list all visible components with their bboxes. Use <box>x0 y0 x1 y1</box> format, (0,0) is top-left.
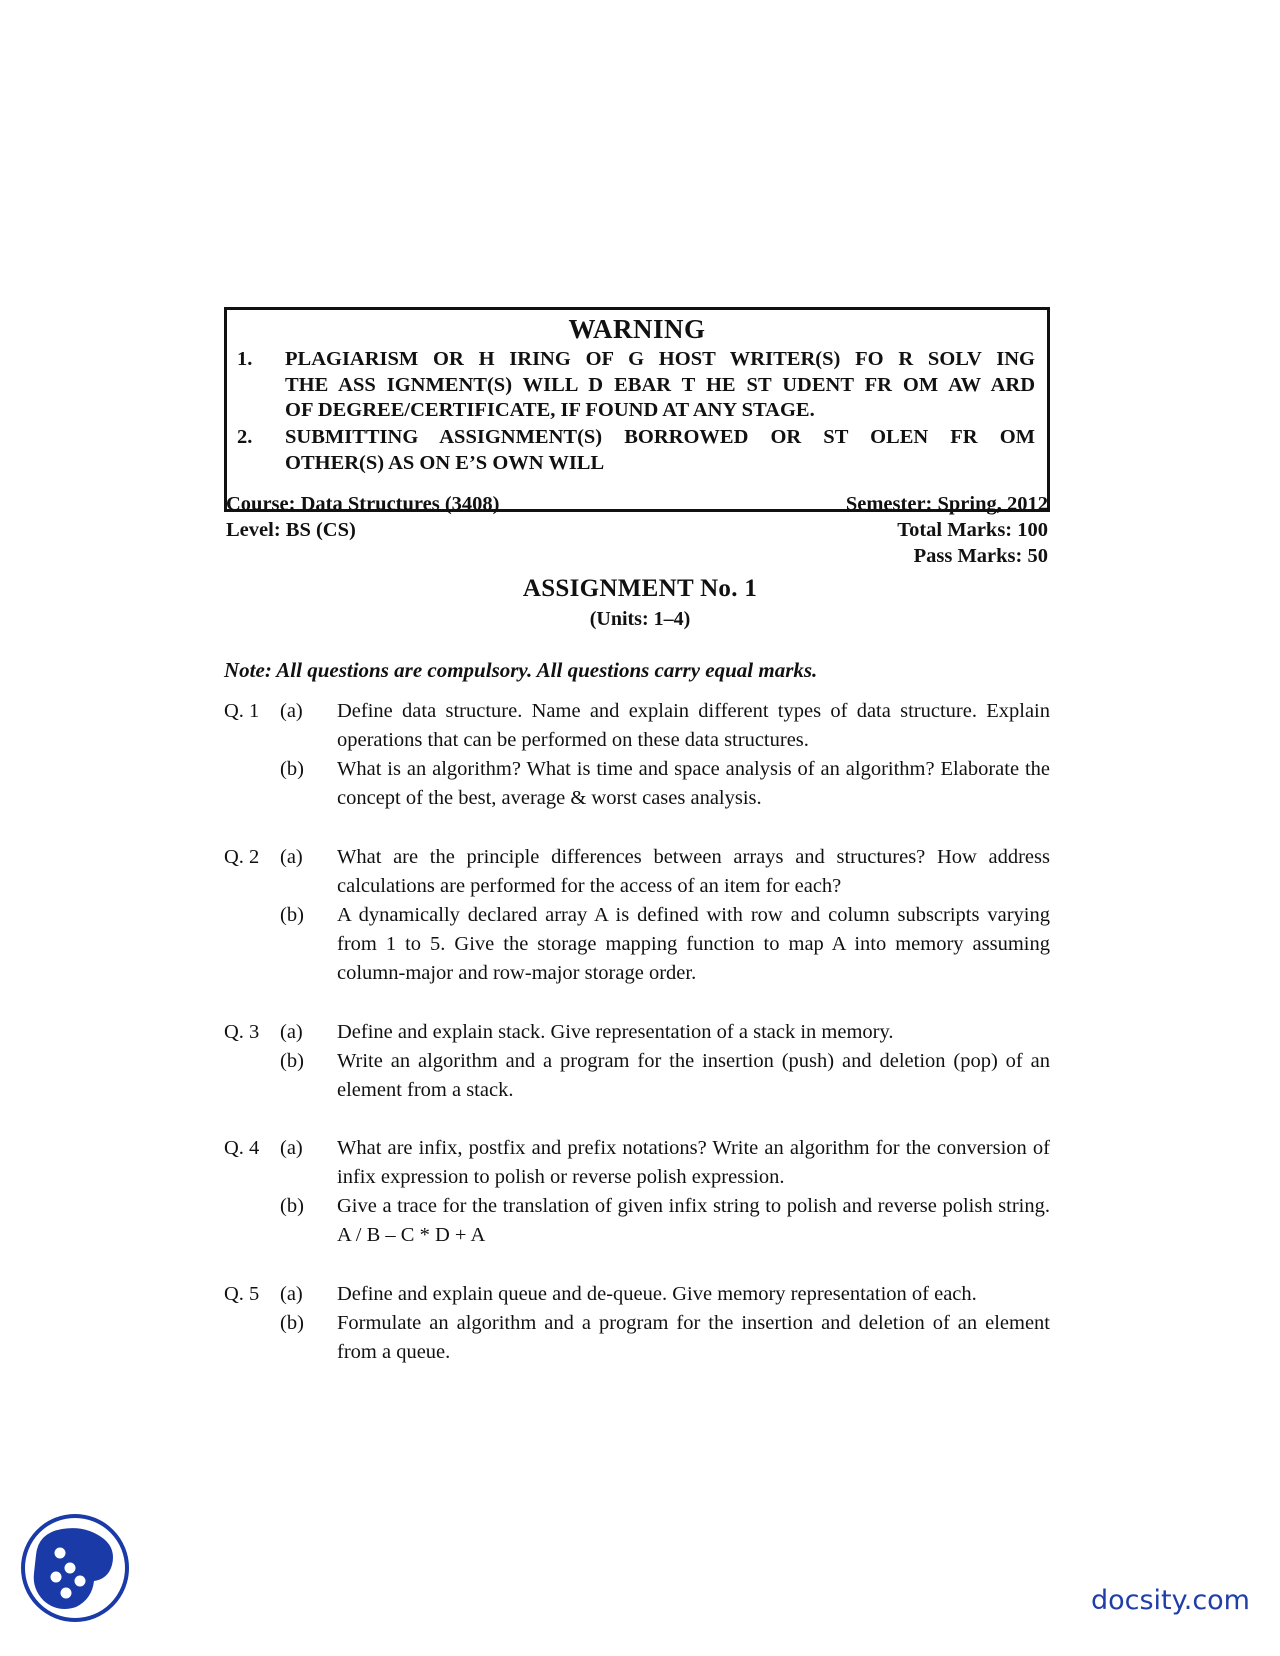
level-label: Level: BS (CS) <box>226 519 356 541</box>
note: Note: All questions are compulsory. All questions carry equal marks. <box>224 658 818 682</box>
question-number: Q. 1 <box>224 700 260 722</box>
part-label: (b) <box>280 1312 304 1334</box>
question-3 <box>224 1018 1050 1105</box>
part-label: (b) <box>280 904 304 926</box>
warning-line: SUBMITTING ASSIGNMENT(S) BORROWED OR ST OLEN FR OM <box>285 426 1035 448</box>
docsity-logo-icon[interactable] <box>20 1513 130 1623</box>
part-text: Define and explain queue and de-queue. Give memory representation of each. <box>337 1283 977 1305</box>
question-part <box>224 1280 1050 1309</box>
question-number: Q. 2 <box>224 846 260 868</box>
part-text: What are infix, postfix and prefix notations? Write an algorithm for the conversion of infix expression to polish or reverse polish expression. <box>337 1137 1050 1188</box>
question-number: Q. 3 <box>224 1021 260 1043</box>
warning-line: OF DEGREE/CERTIFICATE, IF FOUND AT ANY STAGE. <box>285 399 815 421</box>
question-part <box>224 1192 1050 1250</box>
question-part <box>224 1309 1050 1367</box>
course-label: Course: Data Structures (3408) <box>226 493 500 515</box>
part-text: What are the principle differences between arrays and structures? How address calculations are performed for the access of an item for each? <box>337 846 1050 897</box>
part-text: A dynamically declared array A is defined with row and column subscripts varying from 1 to 5. Give the storage mapping function to map A into memory assuming column-major and row-major storage order. <box>337 904 1050 984</box>
part-label: (a) <box>280 700 303 722</box>
warning-box <box>224 307 1050 512</box>
warning-item-number: 1. <box>237 348 253 370</box>
question-part <box>224 755 1050 813</box>
question-part <box>224 1134 1050 1192</box>
warning-line: THE ASS IGNMENT(S) WILL D EBAR T HE ST UDENT FR OM AW ARD <box>285 373 1035 396</box>
warning-item-number: 2. <box>237 426 253 448</box>
part-label: (b) <box>280 758 304 780</box>
question-2 <box>224 843 1050 988</box>
warning-line: OTHER(S) AS ON E’S OWN WILL <box>285 451 605 474</box>
part-label: (a) <box>280 846 303 868</box>
question-part <box>224 1047 1050 1105</box>
part-text: Define data structure. Name and explain different types of data structure. Explain operations that can be performed on these data structures. <box>337 700 1050 751</box>
warning-item-text <box>285 347 1035 424</box>
part-label: (a) <box>280 1021 303 1043</box>
warning-line: PLAGIARISM OR H IRING OF G HOST WRITER(S) FO R SOLV ING <box>285 348 1035 370</box>
part-label: (b) <box>280 1195 304 1217</box>
part-label: (b) <box>280 1050 304 1072</box>
assignment-title: ASSIGNMENT No. 1 <box>522 575 758 602</box>
question-part <box>224 843 1050 901</box>
part-label: (a) <box>280 1283 303 1305</box>
part-text: Give a trace for the translation of given infix string to polish and reverse polish string. A / B – C * D + A <box>337 1195 1050 1246</box>
part-text: What is an algorithm? What is time and space analysis of an algorithm? Elaborate the concept of the best, average & worst cases analysis. <box>337 758 1050 809</box>
question-part <box>224 697 1050 755</box>
part-text: Formulate an algorithm and a program for the insertion and deletion of an element from a queue. <box>337 1312 1050 1363</box>
question-number: Q. 5 <box>224 1283 260 1305</box>
question-number: Q. 4 <box>224 1137 260 1159</box>
question-1 <box>224 697 1050 813</box>
semester-label: Semester: Spring, 2012 <box>845 493 1048 515</box>
question-part <box>224 1018 1050 1047</box>
question-5 <box>224 1280 1050 1367</box>
question-4 <box>224 1134 1050 1250</box>
total-marks-label: Total Marks: 100 <box>897 519 1048 541</box>
part-text: Write an algorithm and a program for the insertion (push) and deletion (pop) of an element from a stack. <box>337 1050 1050 1101</box>
pass-marks-label: Pass Marks: 50 <box>913 545 1048 567</box>
part-text: Define and explain stack. Give representation of a stack in memory. <box>337 1021 894 1043</box>
warning-item-text <box>285 425 1035 476</box>
assignment-units: (Units: 1–4) <box>589 608 691 630</box>
part-label: (a) <box>280 1137 303 1159</box>
warning-title: WARNING <box>568 314 706 344</box>
docsity-brand-link[interactable]: docsity.com <box>1090 1585 1250 1616</box>
question-part <box>224 901 1050 988</box>
